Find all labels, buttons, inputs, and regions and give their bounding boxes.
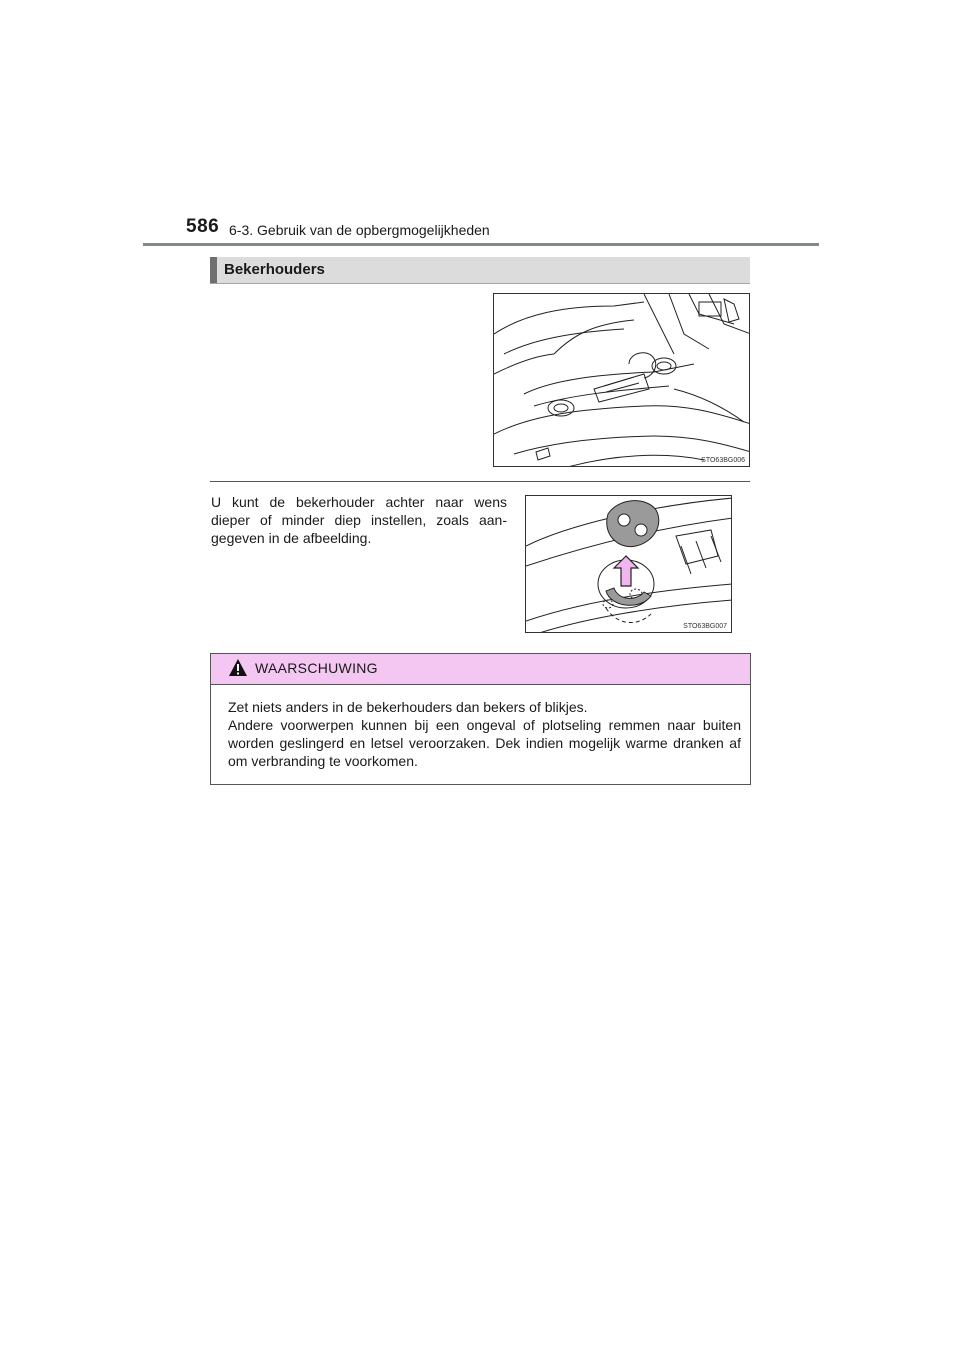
- figure-cupholder-console: [493, 293, 750, 467]
- section-heading-bar: [210, 257, 217, 283]
- cupholder-console-illustration: [494, 294, 750, 467]
- chapter-title: 6-3. Gebruik van de opbergmogelijkheden: [229, 222, 490, 238]
- header-rule: [143, 243, 819, 246]
- warning-title: WAARSCHUWING: [255, 660, 378, 676]
- section-title: Bekerhouders: [224, 261, 325, 278]
- figure-cupholder-adjust: [525, 495, 732, 633]
- warning-line-2: Andere voorwerpen kunnen bij een ongeval of plotseling remmen naar buiten worden geslingerd en letsel veroorzaken. Dek indien mogelijk warme dranken af om verbranding te voorkomen.: [228, 717, 741, 769]
- section-divider: [210, 481, 750, 482]
- warning-body: [211, 685, 750, 770]
- warning-line-1: Zet niets anders in de bekerhouders dan bekers of blikjes.: [228, 699, 588, 715]
- warning-header: [211, 654, 750, 685]
- body-paragraph: U kunt de bekerhouder achter naar wens dieper of minder diep instellen, zoals aangegeven in de afbeelding.: [211, 494, 507, 546]
- figure-code: STO63BG006: [701, 457, 745, 464]
- cupholder-adjust-illustration: [526, 496, 732, 633]
- figure-code: STO63BG007: [683, 623, 727, 630]
- page-number: 586: [186, 216, 220, 237]
- section-heading: [210, 257, 750, 284]
- warning-triangle-icon: [228, 658, 248, 677]
- warning-box: [210, 653, 751, 785]
